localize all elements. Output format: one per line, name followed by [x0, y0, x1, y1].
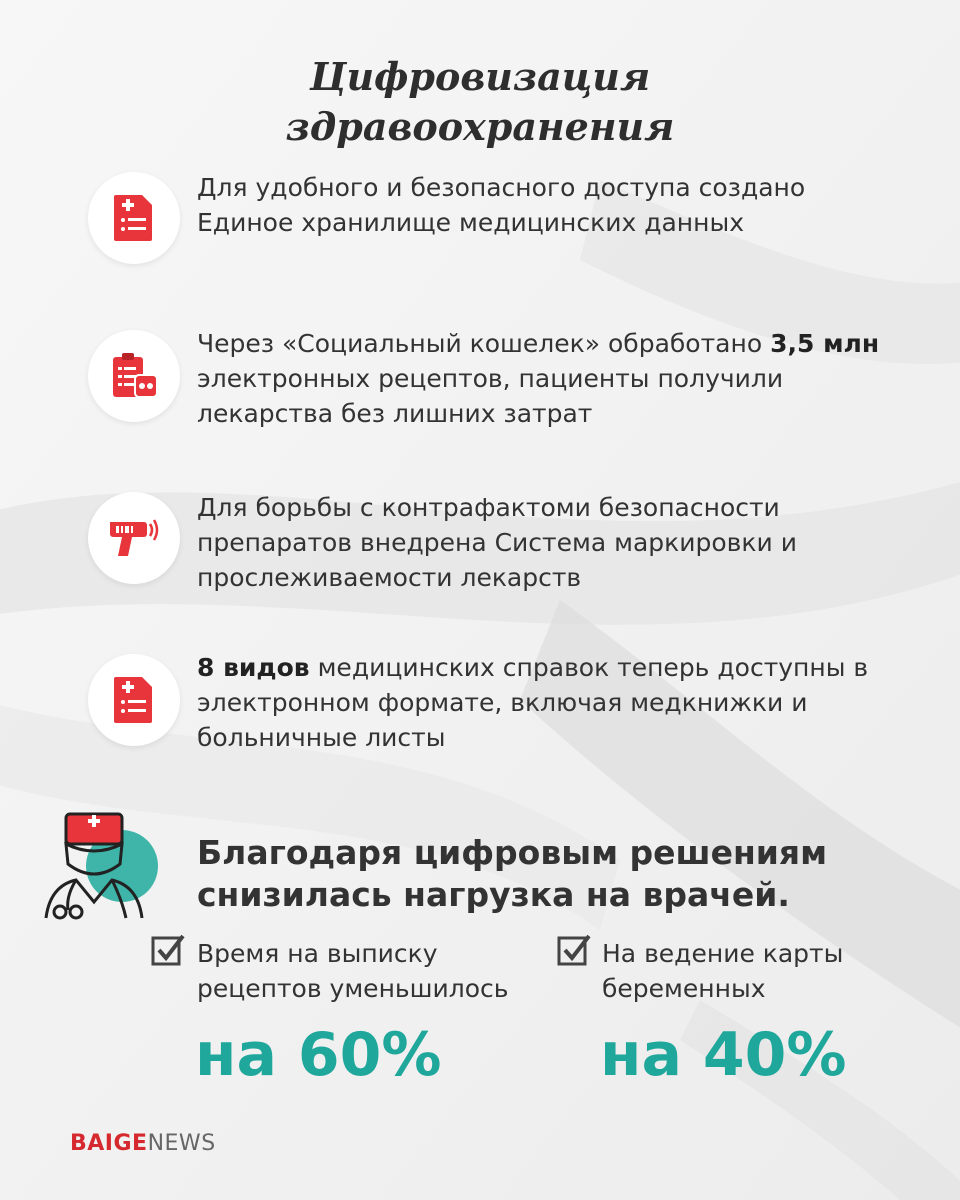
- title-line-1: Цифровизация: [309, 54, 651, 99]
- checkbox-check-icon: [556, 932, 592, 968]
- brand-logo: [70, 1130, 216, 1158]
- item-storage-text: [197, 170, 897, 240]
- item-wallet-highlight: 3,5 млн: [770, 329, 880, 358]
- stat-pregnancy-value: на 40%: [600, 1020, 847, 1090]
- item-wallet-text: [197, 326, 897, 431]
- item-certificates-label: медицинских справок теперь доступны в электронном формате, включая медкнижки и больничные листы: [197, 653, 869, 752]
- checkbox-check-icon: [150, 932, 186, 968]
- title-line-2: здравоохранения: [285, 104, 675, 149]
- summary-line-2: снизилась нагрузка на врачей.: [197, 875, 790, 914]
- barcode-scanner-icon: [88, 492, 180, 584]
- item-marking-text: [197, 490, 897, 595]
- item-wallet-prefix: Через «Социальный кошелек» обработано: [197, 329, 771, 358]
- item-certificates-text: [197, 650, 897, 755]
- doctor-icon: [36, 806, 166, 930]
- medical-document-icon: [88, 172, 180, 264]
- prescription-clipboard-icon: [88, 330, 180, 422]
- item-certificates-highlight: 8 видов: [197, 653, 310, 682]
- stat-prescriptions-line-2: рецептов уменьшилось: [197, 974, 509, 1003]
- brand-part-2: NEWS: [147, 1131, 216, 1156]
- medical-document-icon: [88, 654, 180, 746]
- item-wallet-label: электронных рецептов, пациенты получили лекарства без лишних затрат: [197, 364, 784, 428]
- stat-prescriptions-line-1: Время на выписку: [197, 939, 438, 968]
- summary-heading: [197, 832, 917, 916]
- stat-pregnancy-line-2: беременных: [602, 974, 766, 1003]
- item-storage-label: Для удобного и безопасного доступа создано Единое хранилище медицинских данных: [197, 173, 806, 237]
- item-marking-label: Для борьбы с контрафактоми безопасности препаратов внедрена Система маркировки и прослеживаемости лекарств: [197, 493, 797, 592]
- summary-line-1: Благодаря цифровым решениям: [197, 833, 828, 872]
- stat-pregnancy-line-1: На ведение карты: [602, 939, 844, 968]
- stat-prescriptions-value: на 60%: [195, 1020, 442, 1090]
- brand-part-1: BAIGE: [70, 1131, 148, 1156]
- stat-pregnancy-text: [602, 936, 942, 1006]
- page-title: [0, 52, 960, 152]
- stat-prescriptions-text: [197, 936, 537, 1006]
